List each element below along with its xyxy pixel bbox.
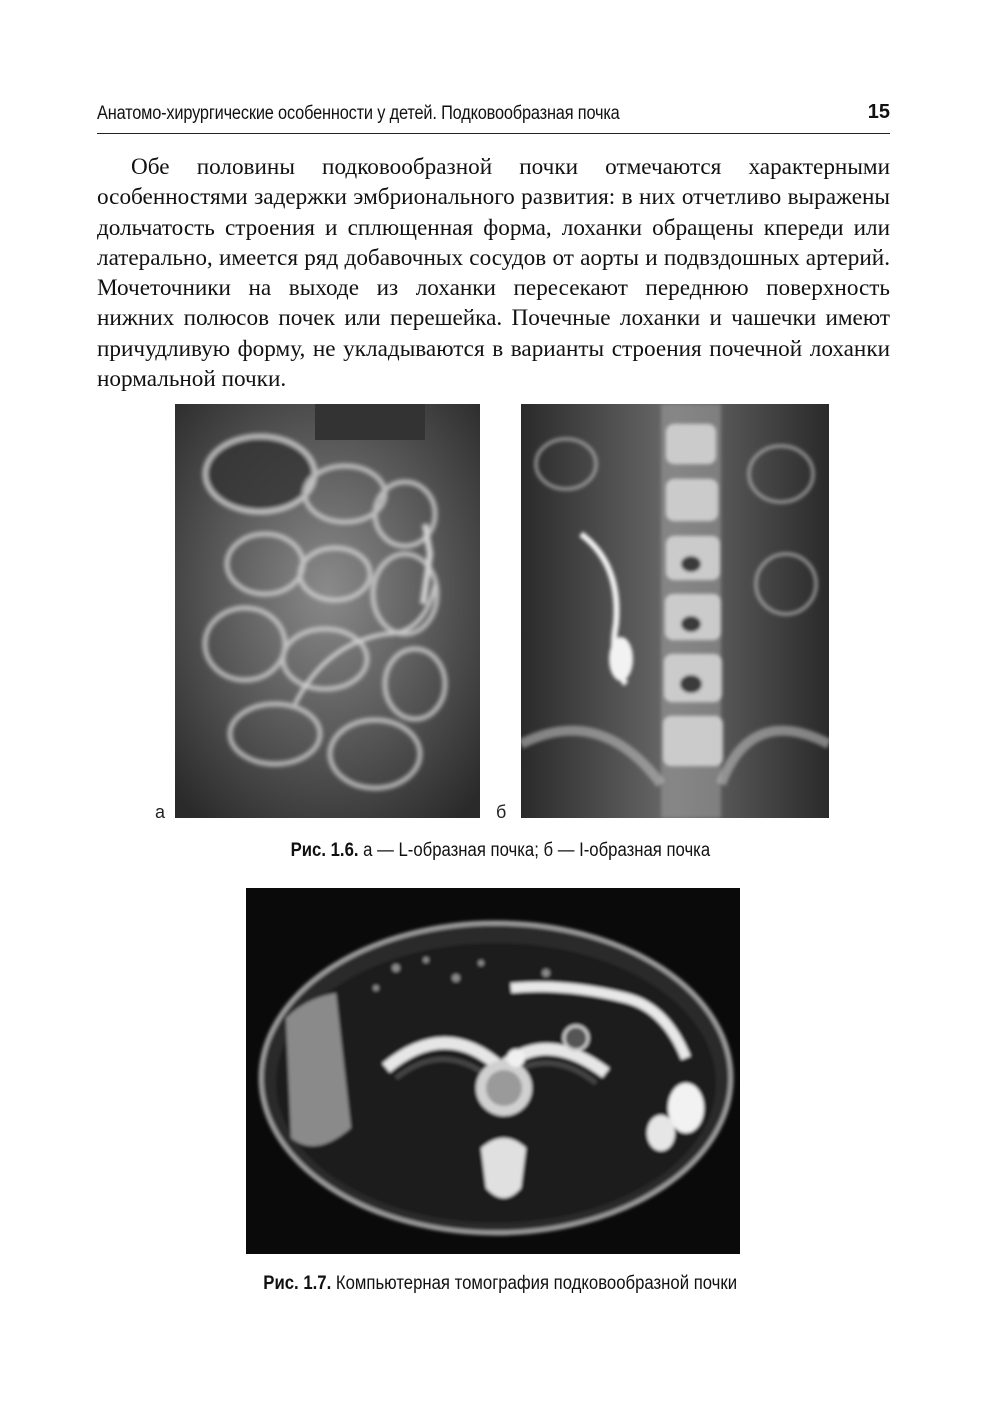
body-paragraph: Обе половины подковообразной почки отмечаются характерными особенностями задержки эмбрионального развития: в них отчетливо выражены дольчатость строения и сплющенная форма, лоханки обращены кпереди или латерально, имеется ряд добавочных сосудов от аорты и подвздошных артерий. Мочеточники на выходе из лоханки пересекают переднюю поверхность нижних полюсов почек или перешейка. Почечные лоханки и чашечки имеют причудливую форму, не укладываются в варианты строения почечной лоханки нормальной почки.: [97, 154, 890, 393]
caption-label: Рис. 1.7.: [263, 1273, 332, 1294]
body-text: [97, 152, 890, 394]
page-header: [97, 97, 890, 134]
ct-scan-image: [246, 888, 740, 1254]
panel-letter-a: а: [155, 802, 166, 822]
caption-label: Рис. 1.6.: [290, 840, 359, 861]
running-title: Анатомо-хирургические особенности у детей. Подковообразная почка: [97, 103, 620, 124]
figure-1-6-caption: [0, 840, 1000, 862]
page-number: 15: [867, 101, 890, 123]
xray-image-b: [521, 404, 829, 818]
caption-text: а — L-образная почка; б — I-образная почка: [358, 840, 710, 861]
figure-1-7-caption: [0, 1273, 1000, 1295]
caption-text: Компьютерная томография подковообразной почки: [331, 1273, 737, 1294]
panel-letter-b: б: [496, 802, 507, 822]
xray-image-a: [175, 404, 480, 818]
